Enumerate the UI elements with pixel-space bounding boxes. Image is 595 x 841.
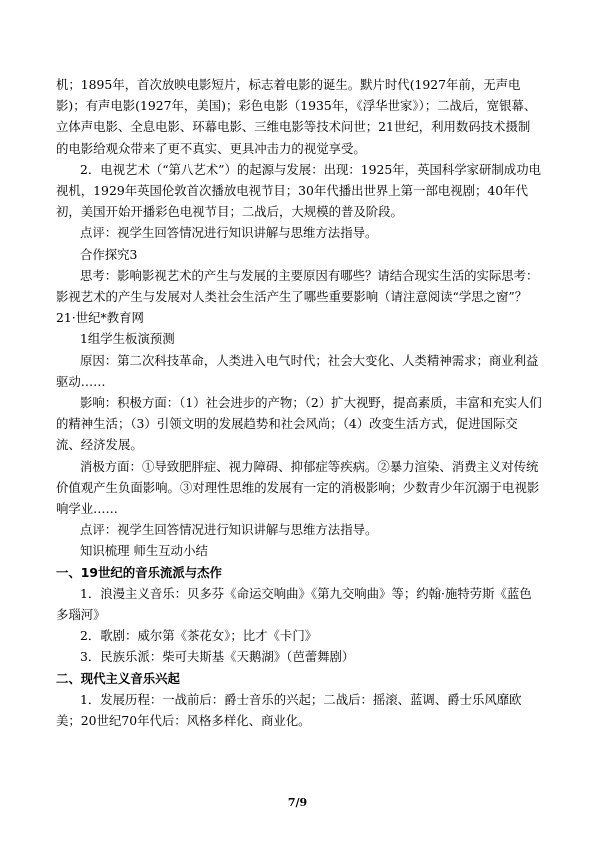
item-opera: 2．歌剧：威尔第《茶花女》；比才《卡门》 bbox=[80, 628, 318, 644]
paragraph-question: 思考：影响影视艺术的产生与发展的主要原因有哪些？请结合现实生活的实际思考：影视艺术的产生与发展对人类社会生活产生了哪些重要影响（请注意阅读“学思之窗”？ bbox=[56, 267, 539, 305]
heading-19th-century-music: 一、19世纪的音乐流派与杰作 bbox=[56, 564, 222, 580]
paragraph-positive-impacts: 影响：积极方面：（1）社会进步的产物；（2）扩大视野，提高素质，丰富和充实人们的精神生活；（3）引领文明的发展趋势和社会风尚；（4）改变生活方式，促进国际交流、经济发展。 bbox=[56, 395, 542, 453]
comment-2: 点评：视学生回答情况进行知识讲解与思维方法指导。 bbox=[80, 522, 378, 538]
group-prediction: 1组学生板演预测 bbox=[80, 331, 175, 347]
knowledge-summary: 知识梳理 师生互动小结 bbox=[80, 543, 208, 559]
item-national-school: 3．民族乐派：柴可夫斯基《天鹅湖》（芭蕾舞剧） bbox=[80, 649, 355, 665]
paragraph-film-history: 机；1895年，首次放映电影短片，标志着电影的诞生。默片时代(1927年前，无声电影)；有声电影(1927年，美国)；彩色电影（1935年，《浮华世家》）；二战后，宽银幕、立体声电影、全息电影、环幕电影、三维电影等技术问世；21世纪，利用数码技术摄制的电影给观众带来了更不真实、更具冲击力的视觉享受。 bbox=[56, 77, 537, 156]
comment-1: 点评：视学生回答情况进行知识讲解与思维方法指导。 bbox=[80, 225, 378, 241]
heading-modernist-music: 二、现代主义音乐兴起 bbox=[56, 670, 180, 686]
item-development-history: 1．发展历程：一战前后：爵士音乐的兴起；二战后：摇滚、蓝调、爵士乐风靡欧美；20世纪70年代后：风格多样化、商业化。 bbox=[56, 691, 522, 729]
item-romantic-music: 1．浪漫主义音乐：贝多芬《命运交响曲》《第九交响曲》等；约翰·施特劳斯《蓝色多瑙河》 bbox=[56, 585, 532, 623]
watermark-text: 21·世纪*教育网 bbox=[56, 310, 144, 326]
paragraph-causes: 原因：第二次科技革命，人类进入电气时代；社会大变化、人类精神需求；商业利益驱动…… bbox=[56, 352, 539, 389]
section-cooperative-inquiry: 合作探究3 bbox=[80, 246, 138, 262]
page-content bbox=[56, 74, 542, 731]
page-number: 7/9 bbox=[287, 796, 308, 809]
paragraph-tv-art: 2．电视艺术（“第八艺术”）的起源与发展：出现：1925年，英国科学家研制成功电视机，1929年英国伦敦首次播放电视节目；30年代播出世界上第一部电视剧；40年代初，美国开始开播彩色电视节目；二战后，大规模的普及阶段。 bbox=[56, 161, 541, 220]
paragraph-negative-impacts: 消极方面：①导致肥胖症、视力障碍、抑郁症等疾病。②暴力渲染、消费主义对传统价值观产生负面影响。③对理性思维的发展有一定的消极影响；少数青少年沉溺于电视影响学业…… bbox=[56, 458, 540, 517]
